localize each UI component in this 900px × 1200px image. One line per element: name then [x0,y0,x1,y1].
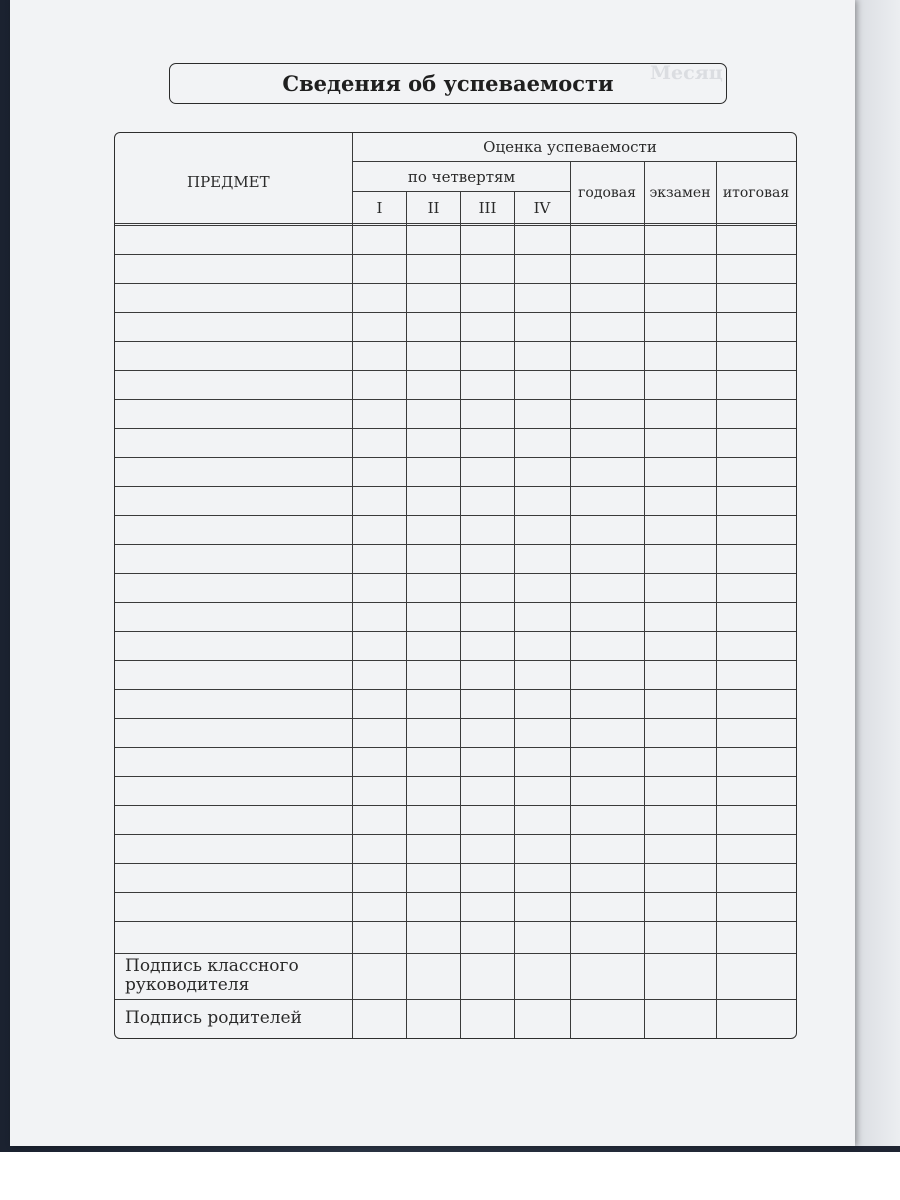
table-row-line [115,312,796,313]
quarters-header-divider [352,191,570,192]
table-row-line [115,486,796,487]
table-row-line [115,834,796,835]
grade-column-divider [570,161,571,1038]
quarter-1-header: I [376,199,383,217]
quarter-column-divider [460,191,461,1038]
annual-header: годовая [578,185,636,201]
table-row-line [115,631,796,632]
table-row-line [115,776,796,777]
parents-signature-label: Подпись родителей [125,1008,302,1028]
table-row-line [115,863,796,864]
page-title: Сведения об успеваемости [169,63,727,104]
table-row-line [115,921,796,922]
table-row-line [115,718,796,719]
table-row-line [115,341,796,342]
table-row-line [115,689,796,690]
exam-header: экзамен [649,185,711,201]
header-bottom-line [115,223,796,224]
subject-column-divider [352,133,353,1038]
teacher-signature-label: Подпись классного руководителя [125,956,299,995]
table-row-line [115,457,796,458]
table-row-line [115,428,796,429]
table-row-line [115,225,796,226]
grade-header: Оценка успеваемости [483,138,657,156]
final-header: итоговая [722,185,790,201]
parents-signature-row-line [115,999,796,1000]
table-row-line [115,573,796,574]
quarter-3-header: III [478,199,497,217]
grades-table [114,132,797,1039]
show-through-text: Месяц [650,62,723,84]
grade-column-divider [644,161,645,1038]
table-row-line [115,805,796,806]
table-row-line [115,370,796,371]
table-row-line [115,254,796,255]
quarter-4-header: IV [533,199,551,217]
table-row-line [115,544,796,545]
table-row-line [115,399,796,400]
table-row-line [115,515,796,516]
grade-header-divider [352,161,796,162]
quarter-column-divider [406,191,407,1038]
subject-column-header: ПРЕДМЕТ [187,173,270,191]
quarter-2-header: II [427,199,440,217]
quarter-column-divider [514,191,515,1038]
table-row-line [115,660,796,661]
grade-column-divider [716,161,717,1038]
next-page-edge [850,0,900,1146]
table-row-line [115,602,796,603]
quarters-header: по четвертям [407,168,516,186]
table-row-line [115,892,796,893]
teacher-signature-row-line [115,953,796,954]
table-row-line [115,747,796,748]
table-row-line [115,283,796,284]
